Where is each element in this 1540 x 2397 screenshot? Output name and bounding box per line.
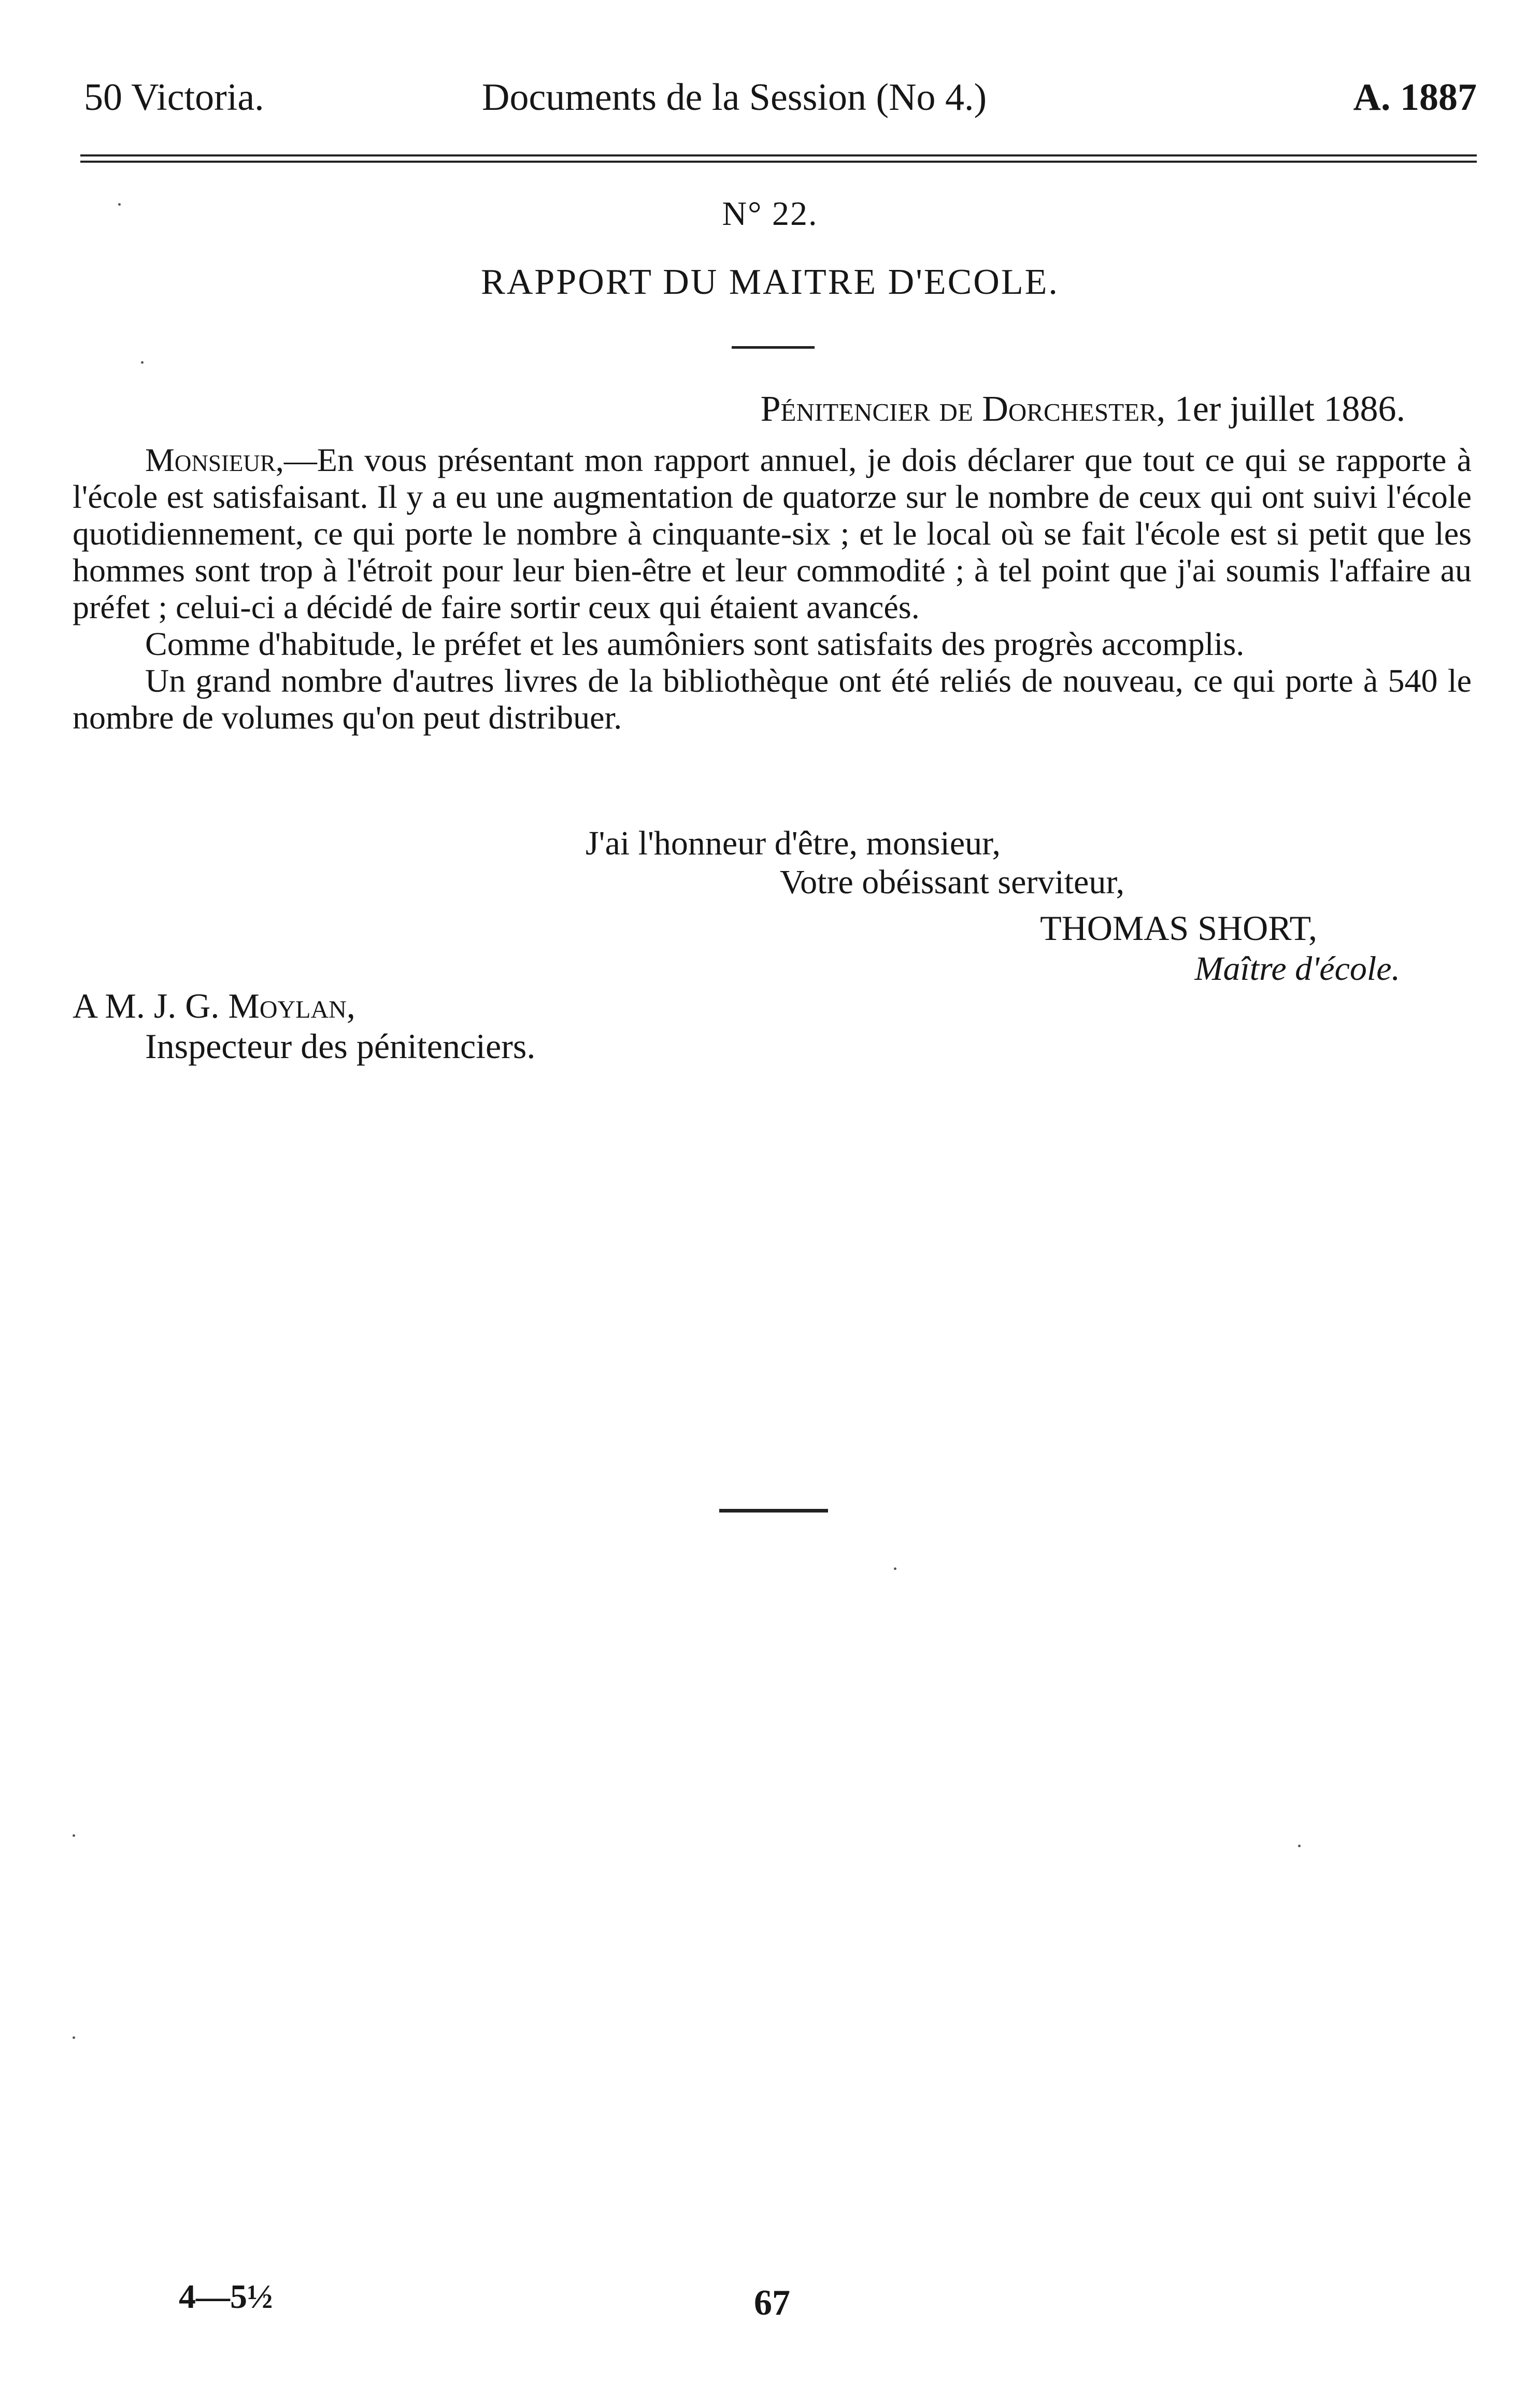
closing-line-2: Votre obéissant serviteur, [780,863,1125,901]
printer-signature-mark: 4—5½ [179,2278,273,2316]
letter-paragraph-1 [73,441,1472,625]
dateline-place: Pénitencier de Dorchester, [760,389,1166,429]
addressee-name: Moylan, [228,986,355,1025]
title-separator-rule [732,346,815,349]
signer-role: Maître d'école. [1194,950,1400,988]
letter-paragraph-2: Comme d'habitude, le préfet et les aumôniers sont satisfaits des progrès accomplis. [145,625,1245,662]
closing-line-1: J'ai l'honneur d'être, monsieur, [586,824,1001,862]
header-year: A. 1887 [1353,76,1477,119]
print-speck [118,203,121,206]
header-volume: 50 Victoria. [84,76,264,119]
print-speck [73,2036,75,2039]
addressee-title: Inspecteur des pénitenciers. [145,1026,536,1066]
addressee-prefix: A M. J. G. [73,986,220,1025]
document-number: N° 22. [722,195,818,233]
print-speck [73,1834,75,1837]
salutation: Monsieur, [145,441,284,478]
document-title: RAPPORT DU MAITRE D'ECOLE. [481,262,1059,302]
print-speck [141,361,144,364]
end-ornament-rule [719,1509,828,1513]
print-speck [894,1567,896,1570]
page-number: 67 [754,2283,790,2323]
letter-paragraph-3: Un grand nombre d'autres livres de la bibliothèque ont été reliés de nouveau, ce qui porte à 540 le nombre de volumes qu'on peut distribuer. [73,662,1472,736]
letter-dateline [761,389,1405,430]
addressee-line [73,986,355,1026]
letter-body [73,441,1472,736]
dateline-date: 1er juillet 1886. [1174,389,1405,429]
running-header [78,72,1477,123]
header-double-rule [80,154,1477,163]
signer-name: THOMAS SHORT, [1040,908,1317,948]
print-speck [1298,1845,1301,1847]
header-session: Documents de la Session (No 4.) [482,76,987,119]
paragraph-1-text: —En vous présentant mon rapport annuel, je dois déclarer que tout ce qui se rapporte à l'école est satisfaisant. Il y a eu une augmentation de quatorze sur le nombre de ceux qui ont suivi l'école quotidiennement, ce qui porte le nombre à cinquante-six ; et le local où se fait l'école est si petit que les hommes sont trop à l'étroit pour leur bien-être et leur commodité ; à tel point que j'ai soumis l'affaire au préfet ; celui-ci a décidé de faire sortir ceux qui étaient avancés. [73,441,1472,625]
